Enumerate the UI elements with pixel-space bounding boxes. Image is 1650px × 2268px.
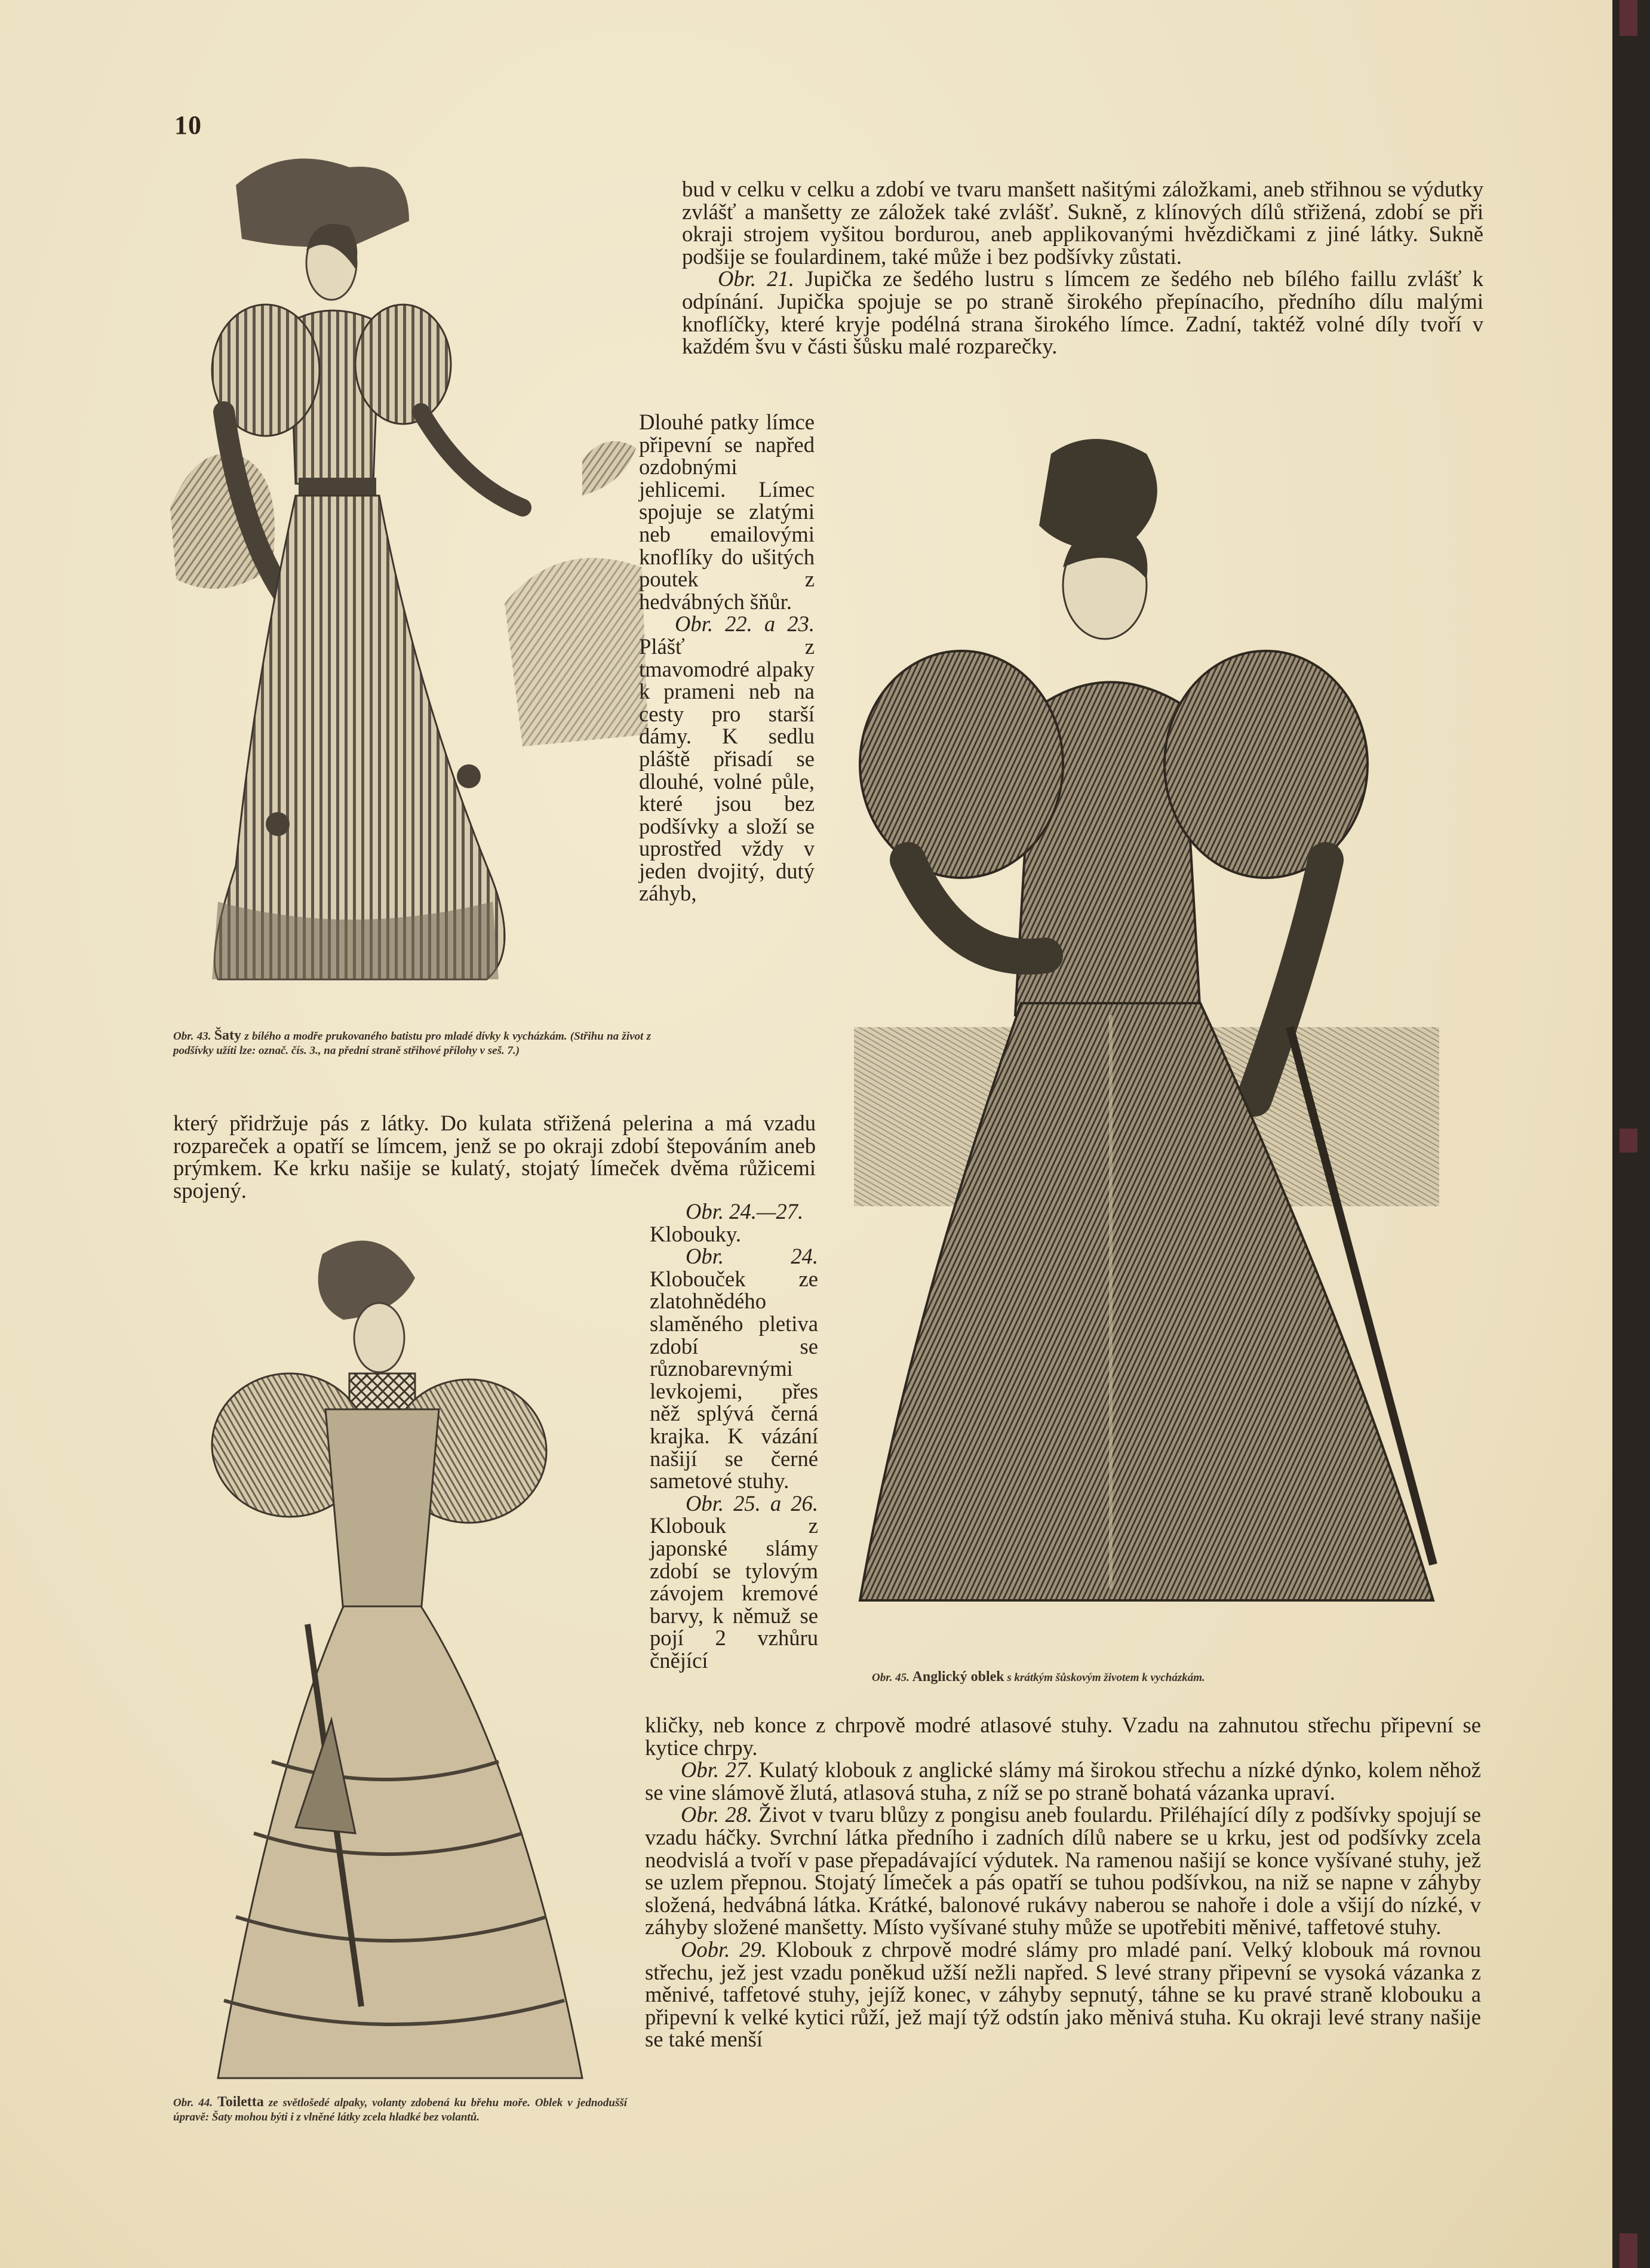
paragraph-text: Kulatý klobouk z anglické slámy má širokou střechu a nízké dýnko, kolem něhož se vine slámově žlutá, atlasová stuha, z níž se po straně bohatá vázanka upraví. [645, 1757, 1481, 1805]
caption-text: s krátkým šůskovým životem k vycházkám. [1007, 1671, 1205, 1684]
text-block-narrow-middle-2 [650, 1200, 818, 1671]
paragraph [682, 268, 1483, 357]
paragraph-text: Klobouk z chrpově modré slámy pro mladé paní. Velký klobouk má rovnou střechu, jež jest vzadu poněkud užší nežli napřed. S levé strany připevní se vysoká vázanka z měnivé, taffetové stuhy, jejíž konec, v záhyby sepnutý, táhne se ku pravé straně klobouku a připevní k velké kytici růží, jež mají týž odstín jako měnivá stuha. Ku okraji levé strany našije se také menší [645, 1937, 1481, 2052]
paragraph-text: Jupička ze šedého lustru s límcem ze šedého neb bílého faillu zvlášť k odpínání. Jupička spojuje se po straně širokého přepínacího, předního dílu malými knoflíčky, které kryje podélná strana širokého límce. Zadní, taktéž volné díly tvoří v každém švu v části šůsku malé rozparečky. [682, 266, 1483, 359]
figure-reference: Obr. 24.—27. [686, 1199, 804, 1224]
binding-stub [1620, 0, 1637, 36]
paragraph [645, 1938, 1481, 2051]
figure-caption-44 [173, 2095, 627, 2125]
caption-number: Obr. 45. [872, 1671, 910, 1684]
fashion-illustration-fig45 [836, 430, 1511, 1630]
figure-reference: Obr. 25. a 26. [686, 1491, 818, 1516]
figure-reference: Obr. 27. [681, 1757, 753, 1783]
caption-title: Toiletta [217, 2094, 264, 2110]
paragraph [645, 1803, 1481, 1938]
figure-reference: Oobr. 29. [681, 1937, 767, 1962]
caption-number: Obr. 43. [173, 1030, 211, 1043]
text-block-bottom [645, 1714, 1481, 2051]
fashion-illustration-fig44 [200, 1230, 642, 2102]
paragraph [650, 1200, 818, 1245]
caption-number: Obr. 44. [173, 2097, 213, 2109]
page-number: 10 [174, 110, 202, 140]
section-heading: Klobouky. [650, 1221, 742, 1246]
text-block-narrow-middle [639, 411, 815, 905]
figure-reference: Obr. 24. [686, 1244, 818, 1269]
paragraph-text: Život v tvaru blůzy z pongisu aneb foulardu. Přiléhající díly z podšívky spojují se vzadu háčky. Svrchní látka předního i zadních dílů nabere se u krku, jest od podšívky zcela neodvislá a tvoří v pase přepadávající výdutek. Na ramenou našijí se konce vyšívané stuhy, jež se uzlem přepnou. Stojatý límeček a pás opatří se tuhou podšívkou, na niž se napne v záhyby složená, hedvábná látka. Krátké, balonové rukávy naberou se nahoře i dole a všijí do nízké, v záhyby složené manšetty. Místo vyšívané stuhy může se upotřebiti měnivé, taffetové stuhy. [645, 1802, 1481, 1940]
figure-reference: Obr. 28. [681, 1802, 753, 1827]
binding-stub [1620, 1129, 1637, 1153]
caption-text: z bílého a modře prukovaného batistu pro mladé dívky k vycházkám. (Střihu na život z podšívky užíti lze: označ. čís. 3., na přední straně střihové přílohy v seš. 7.) [173, 1030, 652, 1057]
caption-text: ze světlošedé alpaky, volanty zdobená ku břehu moře. Oblek v jednodušší úpravě: Šaty mohou býti i z vlněné látky zcela hladké bez volantů. [173, 2097, 628, 2123]
figure-caption-43 [173, 1028, 651, 1058]
paragraph: kličky, neb konce z chrpově modré atlasové stuhy. Vzadu na zahnutou střechu připevní se kytice chrpy. [645, 1713, 1481, 1760]
figure-caption-45 [872, 1670, 1469, 1685]
caption-title: Šaty [214, 1028, 242, 1043]
paragraph: který přidržuje pás z látky. Do kulata střižená pelerina a má vzadu rozpareček a opatří se límcem, jenž se po okraji zdobí štepováním aneb prýmkem. Ke krku našije se kulatý, stojatý límeček dvěma růžicemi spojený. [173, 1111, 816, 1203]
text-block-top [682, 178, 1483, 358]
fashion-illustration-fig43 [152, 149, 672, 997]
text-block-wide-left [173, 1112, 816, 1201]
figure-reference: Obr. 21. [718, 266, 794, 291]
paragraph: bud v celku v celku a zdobí ve tvaru manšett našitými záložkami, aneb střihnou se výdutky zvlášť a manšetty ze záložek také zvlášť. Sukně, z klínových dílů střižená, zdobí se při okraji strojem vyšitou bordurou, aneb applikovanými hvězdičkami z jiné látky. Sukně podšije se foulardinem, také může i bez podšívky zůstati. [682, 177, 1483, 269]
caption-title: Anglický oblek [912, 1669, 1004, 1685]
paragraph-text: Plášť z tmavomodré alpaky k prameni neb na cesty pro starší dámy. K sedlu pláště přisadí se dlouhé, volné půle, které jsou bez podšívky a složí se uprostřed vždy v jeden dvojitý, dutý záhyb, [639, 634, 815, 906]
paragraph [650, 1245, 818, 1492]
binding-stub [1620, 2233, 1637, 2268]
paragraph [645, 1759, 1481, 1803]
figure-reference: Obr. 22. a 23. [675, 611, 815, 637]
paragraph [650, 1492, 818, 1672]
paragraph-text: Klobouček ze zlatohnědého slaměného pletiva zdobí se různobarevnými levkojemi, přes něž splývá černá krajka. K vázání našijí se černé sametové stuhy. [650, 1266, 818, 1493]
paragraph: Dlouhé patky límce připevní se napřed ozdobnými jehlicemi. Límec spojuje se zlatými neb emailovými knoflíky do ušitých poutek z hedvábných šňůr. [639, 410, 815, 614]
paragraph-text: Klobouk z japonské slámy zdobí se tylovým závojem kremové barvy, k němuž se pojí 2 vzhůru čnějící [650, 1513, 818, 1673]
paragraph [639, 613, 815, 905]
